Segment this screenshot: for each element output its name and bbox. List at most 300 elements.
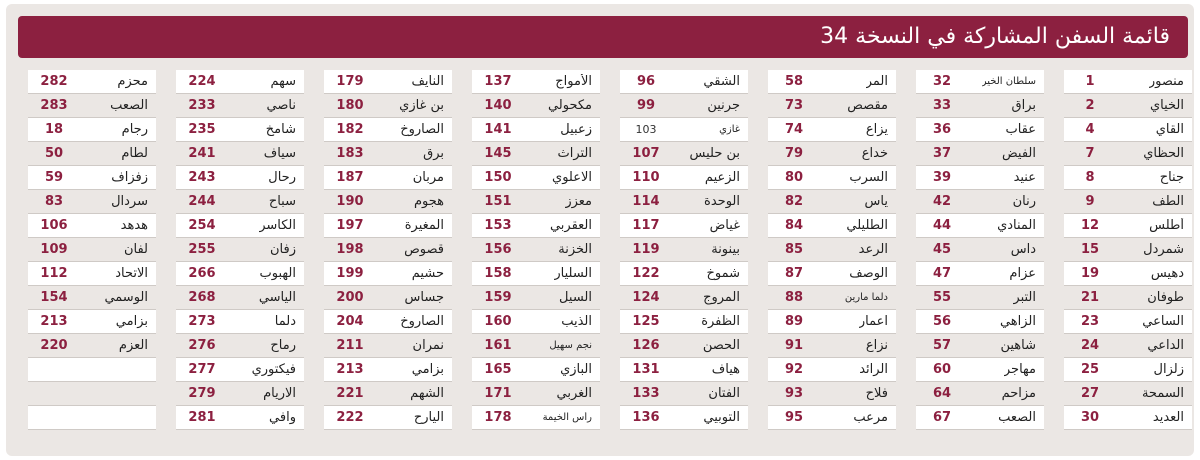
ship-number: 83 [44, 194, 64, 209]
ship-number: 141 [484, 122, 512, 137]
ship-entry [1064, 382, 1192, 406]
ship-name: دلما [274, 314, 296, 329]
ship-entry [472, 262, 600, 286]
ship-number: 30 [1080, 410, 1100, 425]
ship-name: بزامي [115, 314, 148, 329]
ship-name: برق [423, 146, 444, 161]
ship-entry [916, 142, 1044, 166]
ship-number: 183 [336, 146, 364, 161]
ship-entry [1064, 286, 1192, 310]
ship-number: 125 [632, 314, 660, 329]
ship-number: 103 [635, 123, 657, 136]
ship-entry [176, 166, 304, 190]
ship-name: الصعب [998, 410, 1036, 425]
ship-list-table [26, 70, 1192, 442]
ship-number: 109 [40, 242, 68, 257]
ship-entry [176, 214, 304, 238]
ship-entry [916, 214, 1044, 238]
ship-number: 47 [932, 266, 952, 281]
ship-entry [1064, 70, 1192, 94]
ship-number: 114 [632, 194, 660, 209]
ship-number: 268 [188, 290, 216, 305]
ship-entry [916, 238, 1044, 262]
ship-number: 122 [632, 266, 660, 281]
ship-entry [1064, 334, 1192, 358]
ship-number: 124 [632, 290, 660, 305]
ship-name: العزم [118, 338, 148, 353]
ship-number: 4 [1085, 122, 1095, 137]
ship-number: 266 [188, 266, 216, 281]
ship-number: 140 [484, 98, 512, 113]
ship-number: 15 [1080, 242, 1100, 257]
ship-name: فيكتوري [251, 362, 296, 377]
ship-number: 182 [336, 122, 364, 137]
ship-number: 45 [932, 242, 952, 257]
ship-name: يزاع [865, 122, 888, 137]
ship-name: الحصن [702, 338, 740, 353]
ship-number: 211 [336, 338, 364, 353]
ship-entry [28, 310, 156, 334]
ship-number: 7 [1085, 146, 1095, 161]
empty-cell [28, 382, 156, 406]
ship-number: 56 [932, 314, 952, 329]
ship-name: الأمواج [555, 74, 592, 89]
ship-number: 73 [784, 98, 804, 113]
ship-number: 244 [188, 194, 216, 209]
ship-entry [176, 310, 304, 334]
ship-entry [324, 238, 452, 262]
ship-number: 18 [44, 122, 64, 137]
ship-number: 235 [188, 122, 216, 137]
ship-name: الحظاي [1143, 146, 1184, 161]
ship-entry [472, 94, 600, 118]
ship-name: سلطان الخير [981, 76, 1036, 87]
ship-entry [768, 238, 896, 262]
ship-name: القاي [1155, 122, 1184, 137]
ship-number: 50 [44, 146, 64, 161]
ship-number: 79 [784, 146, 804, 161]
ship-name: شموخ [706, 266, 740, 281]
ship-entry [28, 94, 156, 118]
ship-entry [472, 214, 600, 238]
ship-name: رحال [268, 170, 296, 185]
ship-number: 87 [784, 266, 804, 281]
ship-entry [28, 118, 156, 142]
ship-entry [1064, 118, 1192, 142]
ship-number: 137 [484, 74, 512, 89]
ship-name: بزامي [411, 362, 444, 377]
ship-number: 55 [932, 290, 952, 305]
ship-name: سردال [111, 194, 148, 209]
ship-number: 39 [932, 170, 952, 185]
ship-name: رماح [270, 338, 296, 353]
ship-number: 24 [1080, 338, 1100, 353]
ship-name: مزاحم [1001, 386, 1036, 401]
ship-entry [324, 286, 452, 310]
ship-number: 178 [484, 410, 512, 425]
ship-entry [916, 286, 1044, 310]
ship-name: طوفان [1147, 290, 1184, 305]
ship-entry [472, 190, 600, 214]
ship-entry [916, 334, 1044, 358]
ship-number: 112 [40, 266, 68, 281]
ship-name: غازي [719, 124, 740, 135]
ship-entry [620, 214, 748, 238]
ship-number: 220 [40, 338, 68, 353]
ship-entry [324, 142, 452, 166]
ship-entry [176, 142, 304, 166]
ship-number: 241 [188, 146, 216, 161]
ship-number: 213 [336, 362, 364, 377]
ship-name: التبر [1013, 290, 1036, 305]
ship-name: بينونة [711, 242, 740, 257]
ship-entry [1064, 190, 1192, 214]
ship-number: 159 [484, 290, 512, 305]
ship-entry [1064, 166, 1192, 190]
ship-entry [176, 238, 304, 262]
empty-cell [28, 358, 156, 382]
ship-name: العديد [1152, 410, 1184, 425]
ship-name: الطف [1152, 194, 1184, 209]
ship-name: أطلس [1149, 218, 1184, 233]
ship-name: لطام [121, 146, 148, 161]
ship-name: براق [1011, 98, 1036, 113]
ship-name: العقربي [549, 218, 592, 233]
ship-name: الصاروخ [400, 122, 444, 137]
ship-entry [620, 190, 748, 214]
ship-number: 23 [1080, 314, 1100, 329]
ship-entry [472, 118, 600, 142]
ship-number: 187 [336, 170, 364, 185]
ship-number: 44 [932, 218, 952, 233]
ship-entry [472, 166, 600, 190]
ship-entry [28, 70, 156, 94]
ship-entry [768, 310, 896, 334]
ship-number: 165 [484, 362, 512, 377]
ship-name: الياسي [258, 290, 296, 305]
ship-entry [324, 334, 452, 358]
ship-number: 233 [188, 98, 216, 113]
ship-entry [768, 214, 896, 238]
ship-name: مرعب [853, 410, 888, 425]
ship-name: عنيد [1013, 170, 1036, 185]
ship-entry [324, 190, 452, 214]
ship-number: 1 [1085, 74, 1095, 89]
ship-name: عقاب [1005, 122, 1036, 137]
ship-number: 57 [932, 338, 952, 353]
ship-entry [916, 190, 1044, 214]
ship-entry [620, 94, 748, 118]
ship-entry [324, 262, 452, 286]
ship-entry [324, 214, 452, 238]
ship-entry [472, 142, 600, 166]
ship-entry [1064, 214, 1192, 238]
ship-number: 221 [336, 386, 364, 401]
ship-entry [176, 382, 304, 406]
ship-number: 36 [932, 122, 952, 137]
ship-name: الوحدة [704, 194, 740, 209]
ship-name: الزعيم [704, 170, 740, 185]
ship-column [472, 70, 600, 442]
ship-name: الهبوب [259, 266, 296, 281]
ship-number: 190 [336, 194, 364, 209]
ship-entry [916, 406, 1044, 430]
ship-number: 153 [484, 218, 512, 233]
ship-entry [28, 190, 156, 214]
ship-entry [324, 406, 452, 430]
ship-name: محزم [117, 74, 148, 89]
ship-name: رأس الخيمة [542, 412, 592, 423]
ship-entry [916, 166, 1044, 190]
ship-entry [28, 238, 156, 262]
ship-number: 27 [1080, 386, 1100, 401]
ship-name: اعمار [858, 314, 888, 329]
ship-entry [472, 382, 600, 406]
ship-name: بن حليس [689, 146, 740, 161]
ship-name: نجم سهيل [549, 340, 592, 351]
ship-name: الاريام [263, 386, 296, 401]
ship-name: نزاع [865, 338, 888, 353]
ship-entry [620, 310, 748, 334]
ship-name: مربان [412, 170, 444, 185]
ship-entry [916, 94, 1044, 118]
ship-name: الخزنة [558, 242, 592, 257]
ship-name: الطليلي [846, 218, 888, 233]
ship-number: 243 [188, 170, 216, 185]
ship-number: 42 [932, 194, 952, 209]
ship-name: السرب [849, 170, 888, 185]
ship-number: 58 [784, 74, 804, 89]
ship-entry [324, 118, 452, 142]
ship-name: هياف [711, 362, 740, 377]
ship-number: 283 [40, 98, 68, 113]
ship-number: 277 [188, 362, 216, 377]
ship-number: 99 [636, 98, 656, 113]
ship-entry [768, 142, 896, 166]
ship-entry [176, 358, 304, 382]
ship-entry [916, 70, 1044, 94]
ship-name: زلزال [1153, 362, 1184, 377]
ship-entry [916, 382, 1044, 406]
ship-name: دلما مارين [844, 292, 888, 303]
ship-name: جرنين [707, 98, 740, 113]
ship-entry [768, 70, 896, 94]
ship-entry [28, 166, 156, 190]
ship-number: 85 [784, 242, 804, 257]
ship-name: المنادي [997, 218, 1036, 233]
ship-entry [28, 334, 156, 358]
ship-column [176, 70, 304, 442]
ship-entry [768, 358, 896, 382]
ship-name: الوصف [849, 266, 888, 281]
ship-entry [768, 94, 896, 118]
ship-name: غياض [709, 218, 740, 233]
ship-number: 119 [632, 242, 660, 257]
ship-entry [620, 166, 748, 190]
ship-entry [472, 238, 600, 262]
ship-number: 59 [44, 170, 64, 185]
ship-number: 32 [932, 74, 952, 89]
ship-number: 8 [1085, 170, 1095, 185]
ship-name: الفتان [708, 386, 740, 401]
ship-entry [176, 406, 304, 430]
ship-entry [768, 334, 896, 358]
ship-number: 156 [484, 242, 512, 257]
ship-entry [768, 262, 896, 286]
ship-name: وافي [269, 410, 296, 425]
ship-entry [1064, 238, 1192, 262]
ship-entry [620, 286, 748, 310]
ship-name: حشيم [411, 266, 444, 281]
ship-number: 281 [188, 410, 216, 425]
ship-name: جناح [1159, 170, 1184, 185]
ship-entry [28, 214, 156, 238]
ship-entry [620, 358, 748, 382]
ship-entry [176, 94, 304, 118]
ship-number: 197 [336, 218, 364, 233]
ship-name: المر [865, 74, 888, 89]
ship-entry [472, 358, 600, 382]
ship-entry [472, 406, 600, 430]
ship-entry [620, 382, 748, 406]
ship-name: البازي [560, 362, 592, 377]
ship-name: زعبيل [560, 122, 592, 137]
ship-name: الشقي [703, 74, 740, 89]
ship-name: الداعي [1147, 338, 1184, 353]
ship-entry [768, 190, 896, 214]
ship-entry [768, 406, 896, 430]
ship-name: التراث [557, 146, 592, 161]
ship-number: 224 [188, 74, 216, 89]
ship-number: 126 [632, 338, 660, 353]
ship-entry [620, 406, 748, 430]
ship-entry [176, 262, 304, 286]
ship-entry [620, 70, 748, 94]
ship-column [28, 70, 156, 442]
ship-number: 273 [188, 314, 216, 329]
ship-name: هدهد [120, 218, 148, 233]
ship-entry [620, 262, 748, 286]
title-banner [18, 16, 1188, 58]
ship-number: 136 [632, 410, 660, 425]
ship-entry [324, 310, 452, 334]
ship-name: دهيس [1150, 266, 1184, 281]
ship-number: 150 [484, 170, 512, 185]
ship-entry [324, 70, 452, 94]
ship-number: 161 [484, 338, 512, 353]
ship-name: الزاهي [999, 314, 1036, 329]
ship-entry [472, 334, 600, 358]
ship-number: 74 [784, 122, 804, 137]
ship-number: 199 [336, 266, 364, 281]
ship-name: الشهم [410, 386, 444, 401]
ship-number: 33 [932, 98, 952, 113]
ship-number: 93 [784, 386, 804, 401]
ship-number: 82 [784, 194, 804, 209]
ship-name: الظفرة [701, 314, 740, 329]
ship-name: شمردل [1143, 242, 1184, 257]
ship-entry [28, 286, 156, 310]
ship-name: فلاح [865, 386, 888, 401]
ship-entry [324, 358, 452, 382]
ship-number: 154 [40, 290, 68, 305]
ship-entry [916, 358, 1044, 382]
ship-number: 204 [336, 314, 364, 329]
ship-entry [620, 334, 748, 358]
ship-number: 160 [484, 314, 512, 329]
ship-name: النايف [411, 74, 444, 89]
ship-number: 91 [784, 338, 804, 353]
ship-name: سياف [263, 146, 296, 161]
ship-number: 96 [636, 74, 656, 89]
ship-number: 279 [188, 386, 216, 401]
ship-number: 255 [188, 242, 216, 257]
ship-number: 107 [632, 146, 660, 161]
ship-entry [1064, 310, 1192, 334]
ship-entry [324, 382, 452, 406]
ship-number: 171 [484, 386, 512, 401]
ship-entry [176, 190, 304, 214]
ship-entry [1064, 358, 1192, 382]
ship-name: عزام [1009, 266, 1036, 281]
ship-number: 95 [784, 410, 804, 425]
ship-entry [176, 334, 304, 358]
ship-number: 60 [932, 362, 952, 377]
ship-entry [1064, 94, 1192, 118]
ship-name: المغيرة [404, 218, 444, 233]
page-title: قائمة السفن المشاركة في النسخة 34 [820, 24, 1170, 49]
ship-name: الفيض [1002, 146, 1036, 161]
ship-name: معزز [565, 194, 592, 209]
ship-name: سهم [270, 74, 296, 89]
ship-entry [28, 142, 156, 166]
ship-entry [1064, 142, 1192, 166]
ship-name: مقصص [847, 98, 888, 113]
ship-entry [324, 94, 452, 118]
ship-number: 21 [1080, 290, 1100, 305]
ship-name: السمحة [1141, 386, 1184, 401]
ship-entry [176, 118, 304, 142]
ship-name: الاعلوي [552, 170, 592, 185]
ship-number: 254 [188, 218, 216, 233]
ship-name: ناصي [266, 98, 296, 113]
ship-number: 158 [484, 266, 512, 281]
ship-name: زفزاف [111, 170, 148, 185]
ship-number: 222 [336, 410, 364, 425]
ship-entry [472, 310, 600, 334]
ship-name: الصاروخ [400, 314, 444, 329]
ship-name: الصعب [110, 98, 148, 113]
ship-entry [620, 238, 748, 262]
ship-name: التوبيي [703, 410, 740, 425]
ship-number: 9 [1085, 194, 1095, 209]
ship-number: 88 [784, 290, 804, 305]
ship-entry [916, 118, 1044, 142]
ship-name: المروج [703, 290, 740, 305]
ship-name: الاتحاد [115, 266, 148, 281]
ship-entry [28, 262, 156, 286]
ship-entry [324, 166, 452, 190]
ship-name: زفان [270, 242, 296, 257]
ship-number: 282 [40, 74, 68, 89]
ship-column [1064, 70, 1192, 442]
ship-number: 12 [1080, 218, 1100, 233]
ship-name: مكحولي [547, 98, 592, 113]
ship-entry [768, 118, 896, 142]
ship-number: 145 [484, 146, 512, 161]
ship-entry [176, 286, 304, 310]
ship-name: بن غازي [399, 98, 444, 113]
